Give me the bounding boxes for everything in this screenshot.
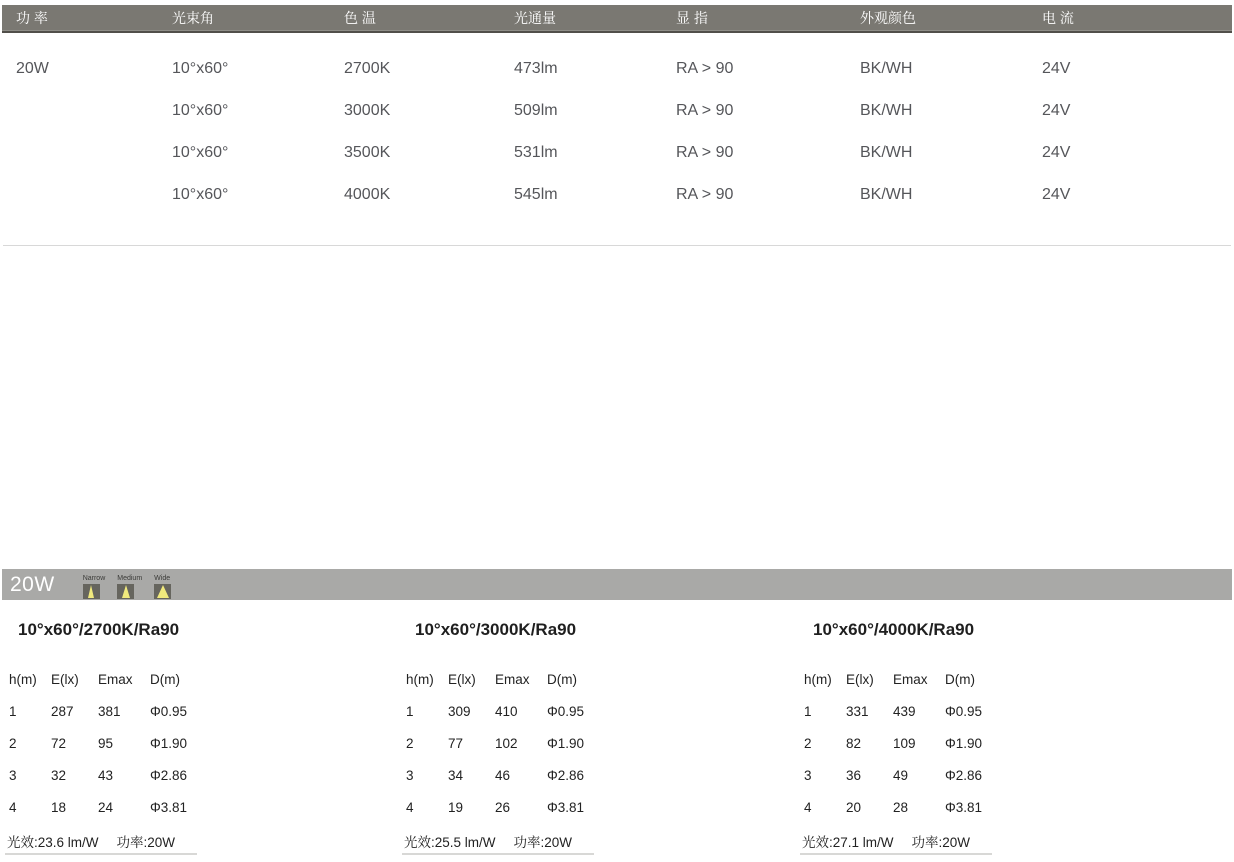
table-row	[402, 727, 602, 759]
table-row	[402, 759, 602, 791]
table-row	[5, 695, 205, 727]
spec-cell-flux: 531lm	[514, 144, 558, 161]
table-row	[800, 695, 1000, 727]
spec-cell-finish: BK/WH	[860, 186, 913, 203]
spec-header-current: 电 流	[1042, 10, 1074, 26]
beam-wide-label: Wide	[154, 575, 171, 582]
spec-table-body	[2, 48, 1232, 216]
table-row	[2, 174, 1232, 216]
pt-cell: 26	[495, 799, 511, 815]
spec-header-power: 功 率	[16, 10, 48, 26]
pt-header-e: E(lx)	[846, 671, 874, 687]
pt-header-emax: Emax	[98, 671, 133, 687]
pt-cell: Φ2.86	[547, 767, 585, 783]
spec-cell-beam-angle: 10°x60°	[172, 102, 229, 119]
photometric-table-header	[800, 663, 1000, 695]
pt-cell: 410	[495, 703, 518, 719]
spec-cell-current: 24V	[1042, 144, 1071, 161]
pt-cell: Φ0.95	[150, 703, 188, 719]
photometric-table-header	[402, 663, 602, 695]
spec-cell-beam-angle: 10°x60°	[172, 60, 229, 77]
pt-cell: 4	[9, 799, 17, 815]
spec-cell-beam-angle: 10°x60°	[172, 144, 229, 161]
pt-cell: 2	[804, 735, 812, 751]
pt-cell: 381	[98, 703, 121, 719]
pt-cell: Φ1.90	[945, 735, 983, 751]
spec-cell-beam-angle: 10°x60°	[172, 186, 229, 203]
power-band-label: 20W	[10, 572, 55, 596]
table-row	[2, 132, 1232, 174]
pt-cell: 109	[893, 735, 916, 751]
pt-cell: 2	[406, 735, 414, 751]
table-row	[2, 48, 1232, 90]
pt-cell: 46	[495, 767, 511, 783]
spec-header-finish: 外观颜色	[860, 10, 916, 26]
spec-cell-cct: 2700K	[344, 60, 391, 77]
pt-cell: 36	[846, 767, 862, 783]
photometric-table-title: 10°x60°/3000K/Ra90	[415, 620, 577, 639]
pt-cell: Φ3.81	[945, 799, 983, 815]
table-row	[5, 727, 205, 759]
pt-cell: Φ2.86	[945, 767, 983, 783]
spec-cell-cri: RA > 90	[676, 144, 734, 161]
photometric-table-3000k	[402, 618, 602, 855]
efficacy-value: 光效:23.6 lm/W	[7, 835, 99, 850]
table-row	[800, 791, 1000, 823]
spec-cell-flux: 473lm	[514, 60, 558, 77]
pt-cell: 3	[406, 767, 414, 783]
pt-cell: Φ1.90	[547, 735, 585, 751]
pt-cell: Φ3.81	[150, 799, 188, 815]
pt-header-d: D(m)	[150, 671, 180, 687]
pt-cell: 309	[448, 703, 471, 719]
beam-narrow-label: Narrow	[82, 575, 106, 582]
spec-cell-finish: BK/WH	[860, 144, 913, 161]
table-row	[402, 695, 602, 727]
pt-cell: 43	[98, 767, 114, 783]
pt-cell: Φ3.81	[547, 799, 585, 815]
power-band	[2, 569, 1232, 600]
table-row	[5, 791, 205, 823]
photometric-table-title: 10°x60°/2700K/Ra90	[18, 620, 180, 639]
pt-cell: 102	[495, 735, 518, 751]
pt-cell: Φ1.90	[150, 735, 188, 751]
pt-cell: 82	[846, 735, 862, 751]
pt-cell: 4	[406, 799, 414, 815]
pt-cell: 34	[448, 767, 464, 783]
pt-cell: 72	[51, 735, 67, 751]
pt-cell: 20	[846, 799, 862, 815]
spec-cell-cct: 3000K	[344, 102, 391, 119]
power-value: 功率:20W	[911, 835, 971, 850]
efficacy-value: 光效:25.5 lm/W	[404, 835, 496, 850]
beam-medium-label: Medium	[117, 575, 143, 582]
spec-cell-flux: 509lm	[514, 102, 558, 119]
pt-cell: 1	[804, 703, 812, 719]
pt-cell: 439	[893, 703, 916, 719]
spec-cell-finish: BK/WH	[860, 60, 913, 77]
photometric-table-4000k	[800, 618, 1000, 855]
table-row	[800, 759, 1000, 791]
pt-header-d: D(m)	[945, 671, 975, 687]
horizontal-divider	[3, 245, 1231, 246]
pt-cell: 28	[893, 799, 909, 815]
wide-beam-icon	[154, 584, 171, 599]
spec-cell-current: 24V	[1042, 60, 1071, 77]
beam-wide	[154, 575, 171, 599]
pt-header-d: D(m)	[547, 671, 577, 687]
pt-cell: 1	[406, 703, 414, 719]
spec-header-flux: 光通量	[514, 10, 556, 26]
pt-header-h: h(m)	[9, 671, 37, 687]
spec-header-cri: 显 指	[676, 10, 708, 26]
medium-beam-icon	[117, 584, 134, 599]
pt-cell: 19	[448, 799, 464, 815]
power-value: 功率:20W	[116, 835, 176, 850]
pt-cell: 1	[9, 703, 17, 719]
pt-cell: 2	[9, 735, 17, 751]
beam-icon-group	[83, 569, 183, 600]
beam-narrow	[83, 575, 106, 599]
spec-header-cct: 色 温	[344, 10, 376, 26]
pt-cell: 49	[893, 767, 909, 783]
spec-cell-cct: 4000K	[344, 186, 391, 203]
table-row	[402, 791, 602, 823]
pt-cell: 24	[98, 799, 114, 815]
photometric-table-header	[5, 663, 205, 695]
pt-cell: Φ0.95	[547, 703, 585, 719]
table-row	[800, 727, 1000, 759]
pt-cell: 77	[448, 735, 464, 751]
table-row	[5, 759, 205, 791]
pt-cell: Φ0.95	[945, 703, 983, 719]
pt-cell: 18	[51, 799, 67, 815]
spec-cell-cct: 3500K	[344, 144, 391, 161]
pt-header-emax: Emax	[893, 671, 928, 687]
pt-cell: 32	[51, 767, 67, 783]
efficacy-value: 光效:27.1 lm/W	[802, 835, 894, 850]
photometric-table-footer	[402, 829, 594, 855]
spec-cell-current: 24V	[1042, 102, 1071, 119]
pt-header-e: E(lx)	[51, 671, 79, 687]
spec-cell-current: 24V	[1042, 186, 1071, 203]
pt-cell: 95	[98, 735, 114, 751]
photometric-table-footer	[800, 829, 992, 855]
spec-header-beam-angle: 光束角	[172, 10, 214, 26]
pt-cell: 3	[804, 767, 812, 783]
spec-cell-flux: 545lm	[514, 186, 558, 203]
pt-header-h: h(m)	[406, 671, 434, 687]
photometric-table-2700k	[5, 618, 205, 855]
narrow-beam-icon	[83, 584, 100, 599]
power-value: 功率:20W	[513, 835, 573, 850]
pt-cell: 4	[804, 799, 812, 815]
pt-cell: 287	[51, 703, 74, 719]
spec-cell-cri: RA > 90	[676, 186, 734, 203]
beam-medium	[117, 575, 142, 599]
pt-header-e: E(lx)	[448, 671, 476, 687]
spec-table-header	[2, 5, 1232, 33]
pt-cell: Φ2.86	[150, 767, 188, 783]
photometric-table-title: 10°x60°/4000K/Ra90	[813, 620, 975, 639]
table-row	[2, 90, 1232, 132]
pt-cell: 331	[846, 703, 869, 719]
spec-cell-cri: RA > 90	[676, 102, 734, 119]
pt-header-h: h(m)	[804, 671, 832, 687]
pt-cell: 3	[9, 767, 17, 783]
spec-cell-finish: BK/WH	[860, 102, 913, 119]
pt-header-emax: Emax	[495, 671, 530, 687]
photometric-table-footer	[5, 829, 197, 855]
spec-cell-power: 20W	[16, 60, 49, 77]
spec-cell-cri: RA > 90	[676, 60, 734, 77]
